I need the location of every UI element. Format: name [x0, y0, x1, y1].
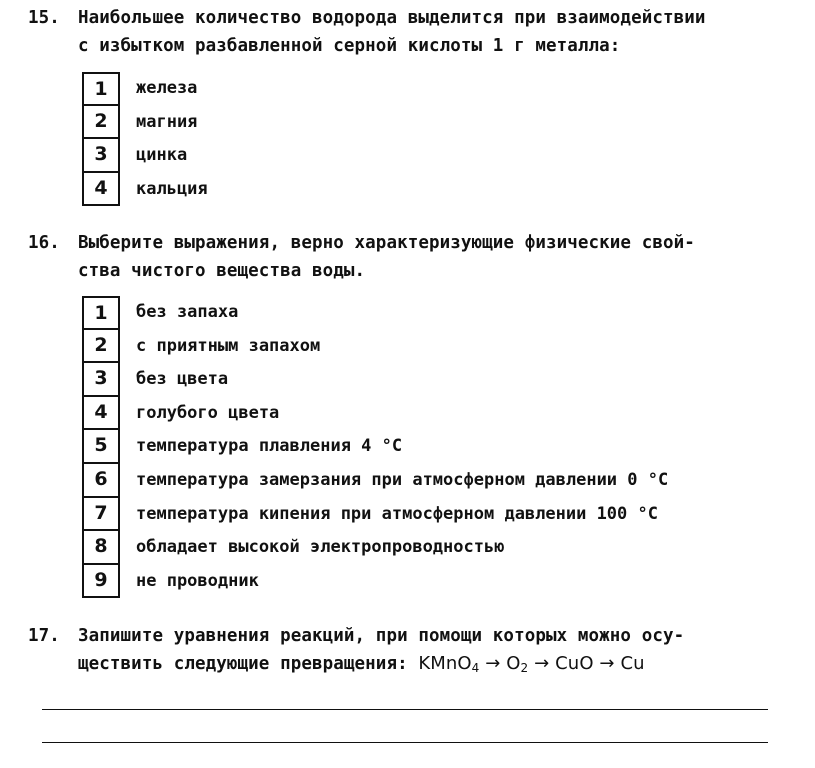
reaction-chain	[418, 653, 644, 674]
option-number-box[interactable]: 5	[82, 430, 120, 464]
option-number-box[interactable]: 3	[82, 139, 120, 173]
option-label: обладает высокой электропроводностью	[136, 537, 505, 558]
chain-substance-o2-base: O	[506, 653, 521, 674]
question-17-line-1-text: Запишите уравнения реакций, при помощи которых можно осу-	[78, 626, 685, 646]
option-label: цинка	[136, 145, 188, 166]
option-number-box[interactable]: 2	[82, 330, 120, 364]
chain-substance-kmno4-base: KMnO	[418, 653, 472, 674]
arrow-icon: →	[599, 653, 615, 674]
question-17-line-2-text: ществить следующие превращения:	[78, 654, 408, 674]
chain-substance-kmno4	[418, 653, 479, 674]
option-label: температура замерзания при атмосферном давлении 0 °C	[136, 469, 669, 490]
question-17-text	[28, 622, 684, 678]
option-number-box[interactable]: 9	[82, 565, 120, 599]
answer-line-2[interactable]	[42, 742, 768, 743]
option-label: магния	[136, 111, 198, 132]
option-label: температура кипения при атмосферном давлении 100 °C	[136, 503, 658, 524]
chain-substance-cuo: CuO	[555, 653, 594, 674]
answer-line-1[interactable]	[42, 709, 768, 710]
question-17-line-2	[28, 650, 684, 678]
question-17-line-1	[28, 622, 684, 650]
arrow-icon: →	[534, 653, 550, 674]
question-15-number: 15.	[28, 8, 60, 28]
question-15-line-1-text: Наибольшее количество водорода выделится при взаимодействии	[78, 8, 706, 28]
option-number-box[interactable]: 6	[82, 464, 120, 498]
option-label: кальция	[136, 178, 208, 199]
question-15-line-1	[28, 4, 706, 32]
option-label: без цвета	[136, 369, 229, 390]
option-label: не проводник	[136, 570, 259, 591]
option-label: с приятным запахом	[136, 335, 321, 356]
option-number-box[interactable]: 8	[82, 531, 120, 565]
option-label: температура плавления 4 °C	[136, 436, 403, 457]
option-label: голубого цвета	[136, 402, 280, 423]
option-number-box[interactable]: 1	[82, 296, 120, 330]
question-16-text	[28, 229, 695, 285]
question-16-number: 16.	[28, 233, 60, 253]
option-number-box[interactable]: 1	[82, 72, 120, 106]
chain-substance-kmno4-subscript: 4	[471, 661, 480, 675]
chain-substance-o2-subscript: 2	[520, 661, 529, 675]
question-17-number: 17.	[28, 626, 60, 646]
option-number-box[interactable]: 4	[82, 173, 120, 207]
question-15-line-2: с избытком разбавленной серной кислоты 1 г металла:	[78, 36, 621, 56]
arrow-icon: →	[485, 653, 501, 674]
question-16-line-1	[28, 229, 695, 257]
question-15-text	[28, 4, 706, 60]
question-16-line-1-text: Выберите выражения, верно характеризующие физические свой-	[78, 233, 695, 253]
option-number-box[interactable]: 7	[82, 498, 120, 532]
question-16-line-2: ства чистого вещества воды.	[78, 261, 366, 281]
chain-substance-o2	[506, 653, 528, 674]
option-label: без запаха	[136, 302, 239, 322]
option-number-box[interactable]: 3	[82, 363, 120, 397]
option-number-box[interactable]: 4	[82, 397, 120, 431]
option-label: железа	[136, 78, 198, 98]
option-number-box[interactable]: 2	[82, 106, 120, 140]
chain-substance-cu: Cu	[620, 653, 645, 674]
